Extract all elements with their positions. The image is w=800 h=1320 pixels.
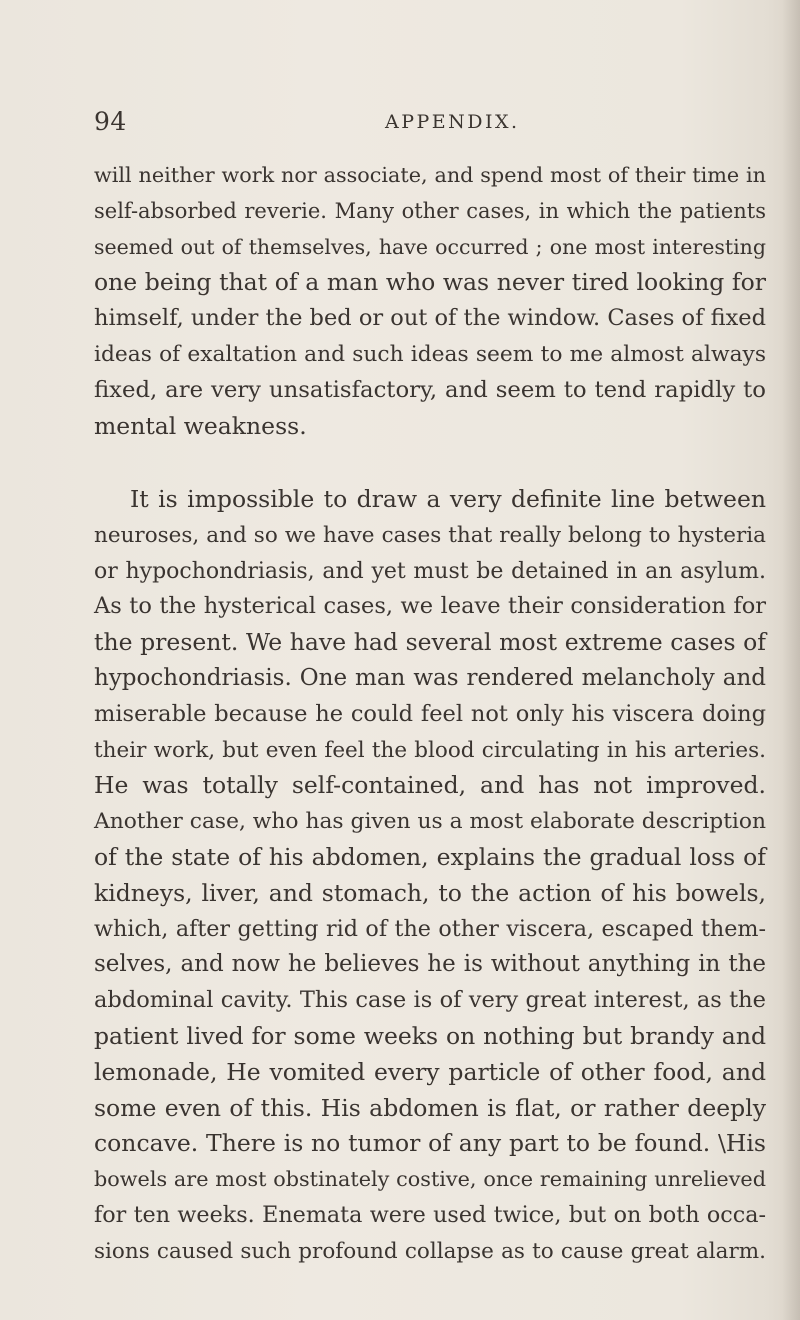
text-line: He was totally self-contained, and has not improved. — [94, 771, 766, 800]
text-line: bowels are most obstinately costive, once remaining unrelieved — [94, 1167, 766, 1192]
text-line: mental weakness. — [94, 411, 307, 440]
text-line: seemed out of themselves, have occurred ; one most interesting — [94, 234, 766, 259]
text-line: which, after getting rid of the other viscera, escaped them- — [94, 915, 766, 942]
text-line: for ten weeks. Enemata were used twice, but on both occa- — [94, 1201, 766, 1228]
running-head — [0, 107, 800, 147]
text-line: of the state of his abdomen, explains the gradual loss of — [94, 842, 766, 871]
text-line: selves, and now he believes he is without anything in the — [94, 951, 766, 978]
paragraph-1 — [94, 158, 766, 444]
text-line: one being that of a man who was never tired looking for — [94, 268, 766, 297]
page-edge-shadow — [782, 0, 800, 1320]
header-title: APPENDIX. — [385, 111, 520, 133]
text-line: fixed, are very unsatisfactory, and seem to tend rapidly to — [94, 376, 766, 403]
text-line: sions caused such profound collapse as to cause great alarm. — [94, 1238, 766, 1264]
text-line: abdominal cavity. This case is of very great interest, as the — [94, 987, 766, 1014]
text-line: miserable because he could feel not only his viscera doing — [94, 700, 766, 727]
text-line: will neither work nor associate, and spend most of their time in — [94, 163, 766, 187]
paragraph-2 — [94, 482, 766, 1270]
text-line: lemonade, He vomited every particle of other food, and — [94, 1057, 766, 1086]
text-line: himself, under the bed or out of the window. Cases of fixed — [94, 305, 766, 332]
text-line: self-absorbed reverie. Many other cases, in which the patients — [94, 198, 766, 223]
text-line: hypochondriasis. One man was rendered melancholy and — [94, 664, 766, 691]
text-line: the present. We have had several most extreme cases of — [94, 628, 766, 657]
text-line: some even of this. His abdomen is flat, or rather deeply — [94, 1093, 766, 1122]
text-line: concave. There is no tumor of any part to be found. \His — [94, 1129, 766, 1158]
text-line: Another case, who has given us a most elaborate description — [94, 809, 766, 835]
text-line: or hypochondriasis, and yet must be detained in an asylum. — [94, 558, 766, 584]
text-line: neuroses, and so we have cases that really belong to hysteria — [94, 522, 766, 548]
text-line: patient lived for some weeks on nothing but brandy and — [94, 1021, 766, 1050]
text-line: It is impossible to draw a very definite line between — [130, 485, 766, 513]
text-line: ideas of exaltation and such ideas seem to me almost always — [94, 341, 766, 367]
text-line: their work, but even feel the blood circulating in his arteries. — [94, 737, 766, 763]
text-line: As to the hysterical cases, we leave their consideration for — [94, 593, 766, 620]
text-line: kidneys, liver, and stomach, to the action of his bowels, — [94, 878, 766, 907]
page-number: 94 — [94, 107, 127, 136]
